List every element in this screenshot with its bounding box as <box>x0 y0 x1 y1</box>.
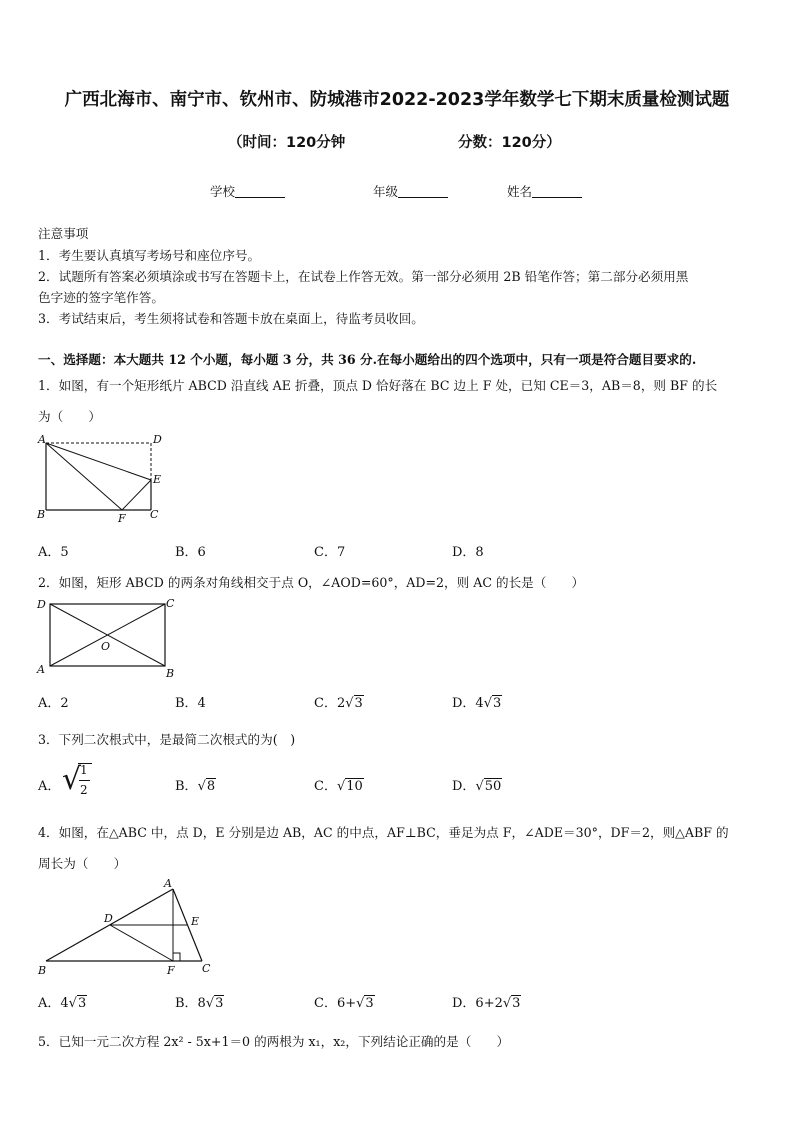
q4-label-c: C <box>202 962 211 975</box>
q3-option-b-radicand: 8 <box>206 779 216 794</box>
q2-rectangle-figure <box>34 593 184 685</box>
q4-option-d[interactable] <box>452 992 521 1011</box>
sqrt-icon: √ <box>197 779 206 794</box>
q1-label-e: E <box>153 473 162 486</box>
q1-stem-cont: 为（ ） <box>38 409 101 424</box>
q4-option-d-prefix: D．6+2 <box>452 996 503 1011</box>
q2-label-a: A <box>37 663 45 676</box>
q3-option-d[interactable] <box>452 775 502 794</box>
sqrt-icon: √ <box>345 696 354 711</box>
q4-option-a-prefix: A．4 <box>38 996 69 1011</box>
sqrt-icon: √ <box>483 696 492 711</box>
q1-option-d[interactable]: D．8 <box>452 545 484 560</box>
q4-label-d: D <box>104 912 113 925</box>
q2-option-d-prefix: D．4 <box>452 696 484 711</box>
school-field[interactable] <box>210 182 285 200</box>
q4-triangle-figure <box>34 876 224 978</box>
section-heading: 一、选择题：本大题共 12 个小题，每小题 3 分，共 36 分.在每小题给出的四个选项中，只有一项是符合题目要求的. <box>38 352 697 367</box>
q3-option-b-prefix: B． <box>175 779 198 794</box>
q2-option-c[interactable] <box>314 692 364 711</box>
q3-option-c[interactable] <box>314 775 364 794</box>
sqrt-icon: √ <box>336 779 346 794</box>
q4-option-a[interactable] <box>38 992 87 1011</box>
q4-label-f: F <box>167 964 175 977</box>
q4-option-c-prefix: C．6+ <box>314 996 357 1011</box>
q3-option-d-prefix: D． <box>452 779 476 794</box>
q1-label-b: B <box>37 508 46 521</box>
q4-label-b: B <box>38 964 47 977</box>
q2-option-c-radicand: 3 <box>354 696 363 711</box>
q4-option-d-radicand: 3 <box>512 996 521 1011</box>
sqrt-icon: √ <box>356 996 365 1011</box>
note-item: 色字迹的签字笔作答。 <box>38 290 164 305</box>
q1-label-a: A <box>38 433 46 446</box>
sqrt-icon: √ <box>68 996 77 1011</box>
q1-rectangle-figure <box>34 432 166 524</box>
name-blank <box>532 185 582 198</box>
sqrt-icon: √ <box>502 996 512 1011</box>
note-item: 2．试题所有答案必须填涂或书写在答题卡上，在试卷上作答无效。第一部分必须用 2B 铅笔作答；第二部分必须用黑 <box>38 269 689 284</box>
q2-label-c: C <box>166 597 175 610</box>
q3-stem: 3．下列二次根式中，是最简二次根式的为( ) <box>38 732 296 747</box>
exam-title: 广西北海市、南宁市、钦州市、防城港市2022-2023学年数学七下期末质量检测试题 <box>64 90 730 110</box>
q3-option-d-radicand: 50 <box>484 779 502 794</box>
q1-label-d: D <box>153 433 162 446</box>
sqrt-icon: √ <box>62 762 82 797</box>
school-blank <box>235 185 285 198</box>
q4-option-c-radicand: 3 <box>365 996 374 1011</box>
q4-option-b[interactable] <box>175 992 224 1011</box>
exam-time: （时间：120分钟 <box>228 135 346 151</box>
q2-option-b[interactable]: B．4 <box>175 696 206 711</box>
fraction-bar <box>79 780 90 781</box>
q1-option-b[interactable]: B．6 <box>175 545 206 560</box>
exam-score: 分数：120分） <box>458 135 561 151</box>
name-label: 姓名 <box>507 184 533 199</box>
q3-option-c-prefix: C． <box>314 779 337 794</box>
q4-option-a-radicand: 3 <box>77 996 87 1011</box>
q2-label-d: D <box>37 598 46 611</box>
q2-option-d[interactable] <box>452 692 502 711</box>
grade-blank <box>398 185 448 198</box>
sqrt-icon: √ <box>205 996 215 1011</box>
note-item: 1．考生要认真填写考场号和座位序号。 <box>38 248 261 263</box>
q3-option-a-prefix: A． <box>38 779 61 794</box>
q3-option-c-radicand: 10 <box>346 779 363 794</box>
note-item: 3．考试结束后，考生须将试卷和答题卡放在桌面上，待监考员收回。 <box>38 311 424 326</box>
name-field[interactable] <box>507 182 582 200</box>
school-label: 学校 <box>210 184 236 199</box>
q4-stem-cont: 周长为（ ） <box>38 856 127 871</box>
q2-option-d-radicand: 3 <box>493 696 502 711</box>
q4-label-a: A <box>164 877 172 890</box>
q2-option-c-prefix: C．2 <box>314 696 346 711</box>
q4-option-b-radicand: 3 <box>215 996 224 1011</box>
q2-stem: 2．如图，矩形 ABCD 的两条对角线相交于点 O，∠AOD=60°，AD=2，则 AC 的长是（ ） <box>38 575 585 590</box>
q1-label-f: F <box>118 512 126 524</box>
q1-option-c[interactable]: C．7 <box>314 545 346 560</box>
q3-option-b[interactable] <box>175 775 216 794</box>
q1-stem: 1．如图，有一个矩形纸片 ABCD 沿直线 AE 折叠，顶点 D 恰好落在 BC 边上 F 处，已知 CE＝3，AB＝8，则 BF 的长 <box>38 378 718 393</box>
q5-stem: 5．已知一元二次方程 2x² - 5x+1＝0 的两根为 x₁，x₂，下列结论正确的是（ ） <box>38 1034 510 1049</box>
q4-option-c[interactable] <box>314 992 375 1011</box>
q2-option-a[interactable]: A．2 <box>38 696 69 711</box>
q2-label-b: B <box>166 667 175 680</box>
sqrt-icon: √ <box>475 779 484 794</box>
q4-stem: 4．如图，在△ABC 中，点 D，E 分别是边 AB，AC 的中点，AF⊥BC，垂足为点 F，∠ADE＝30°，DF＝2，则△ABF 的 <box>38 825 729 840</box>
q4-label-e: E <box>191 915 200 928</box>
q1-label-c: C <box>150 508 159 521</box>
q3-option-a-denominator: 2 <box>80 783 88 797</box>
q2-label-o: O <box>101 640 111 653</box>
grade-field[interactable] <box>373 182 448 200</box>
grade-label: 年级 <box>373 184 399 199</box>
q4-option-b-prefix: B．8 <box>175 996 206 1011</box>
q1-option-a[interactable]: A．5 <box>38 545 69 560</box>
q3-option-a-numerator: 1 <box>80 763 88 777</box>
notes-heading: 注意事项 <box>38 226 89 241</box>
